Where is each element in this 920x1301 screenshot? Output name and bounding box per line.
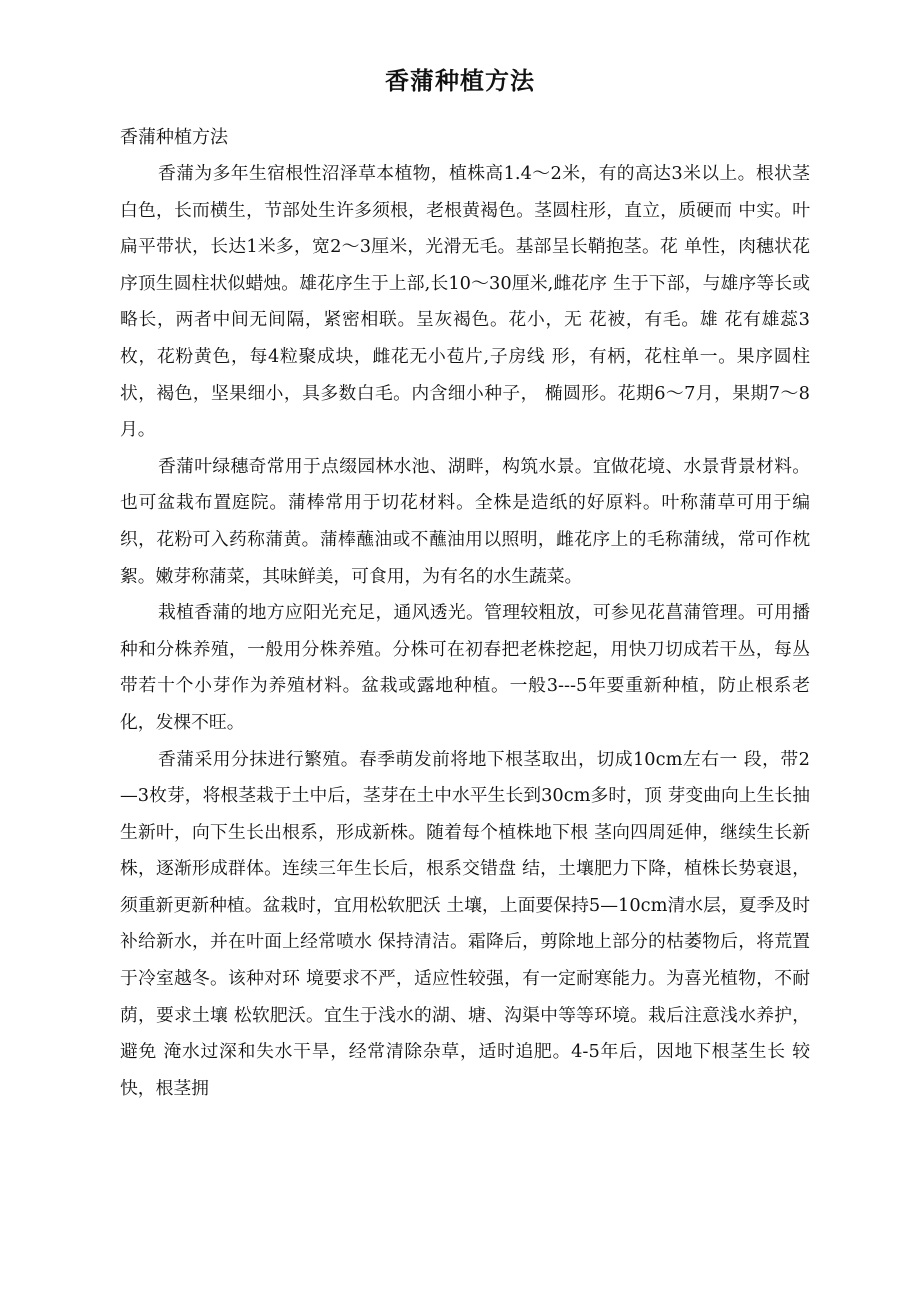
paragraph-description: 香蒲为多年生宿根性沼泽草本植物，植株高1.4～2米，有的高达3米以上。根状茎白色，长而横生，节部处生许多须根，老根黄褐色。茎圆柱形，直立，质硬而 中实。叶扁平带状，长达1米多，宽2～3厘米，光滑无毛。基部呈长鞘抱茎。花 单性，肉穗状花序顶生圆柱状似蜡烛。雄花序生于上部,长10～30厘米,雌花序 生于下部，与雄序等长或略长，两者中间无间隔，紧密相联。呈灰褐色。花小，无 花被，有毛。雄 花有雄蕊3枚，花粉黄色，每4粒聚成块，雌花无小苞片,子房线 形，有柄，花柱单一。果序圆柱状，褐色，坚果细小，具多数白毛。内含细小种子， 椭圆形。花期6～7月，果期7～8月。 bbox=[120, 163, 810, 441]
paragraph-cultivation: 栽植香蒲的地方应阳光充足，通风透光。管理较粗放，可参见花菖蒲管理。可用播种和分株养殖，一般用分株养殖。分株可在初春把老株挖起，用快刀切成若干丛，每丛带若十个小芽作为养殖材料。盆栽或露地种植。一般3---5年要重新种植，防止根系老化，发棵不旺。 bbox=[120, 602, 810, 733]
paragraph-propagation: 香蒲采用分抹进行繁殖。春季萌发前将地下根茎取出，切成10cm左右一 段，带2—3枚芽，将根茎栽于土中后，茎芽在土中水平生长到30cm多时，顶 芽变曲向上生长抽生新叶，向下生长出根系，形成新株。随着每个植株地下根 茎向四周延伸，继续生长新株，逐渐形成群体。连续三年生长后，根系交错盘 结，土壤肥力下降，植株长势衰退，须重新更新种植。盆栽时，宜用松软肥沃 土壤，上面要保持5—10cm清水层，夏季及时补给新水，并在叶面上经常喷水 保持清洁。霜降后，剪除地上部分的枯萎物后，将荒置于冷室越冬。该种对环 境要求不严，适应性较强，有一定耐寒能力。为喜光植物，不耐荫，要求土壤 松软肥沃。宜生于浅水的湖、塘、沟渠中等等环境。栽后注意浅水养护，避免 淹水过深和失水干旱，经常清除杂草，适时追肥。4-5年后，因地下根茎生长 较快，根茎拥 bbox=[120, 748, 810, 1099]
paragraph-uses: 香蒲叶绿穗奇常用于点缀园林水池、湖畔，构筑水景。宜做花境、水景背景材料。也可盆栽布置庭院。蒲棒常用于切花材料。全株是造纸的好原料。叶称蒲草可用于编织，花粉可入药称蒲黄。蒲棒蘸油或不蘸油用以照明，雌花序上的毛称蒲绒，常可作枕絮。嫩芽称蒲菜，其味鲜美，可食用，为有名的水生蔬菜。 bbox=[120, 455, 810, 587]
document-title: 香蒲种植方法 bbox=[385, 67, 535, 95]
document-body bbox=[120, 156, 810, 1107]
document-subtitle: 香蒲种植方法 bbox=[120, 127, 228, 148]
